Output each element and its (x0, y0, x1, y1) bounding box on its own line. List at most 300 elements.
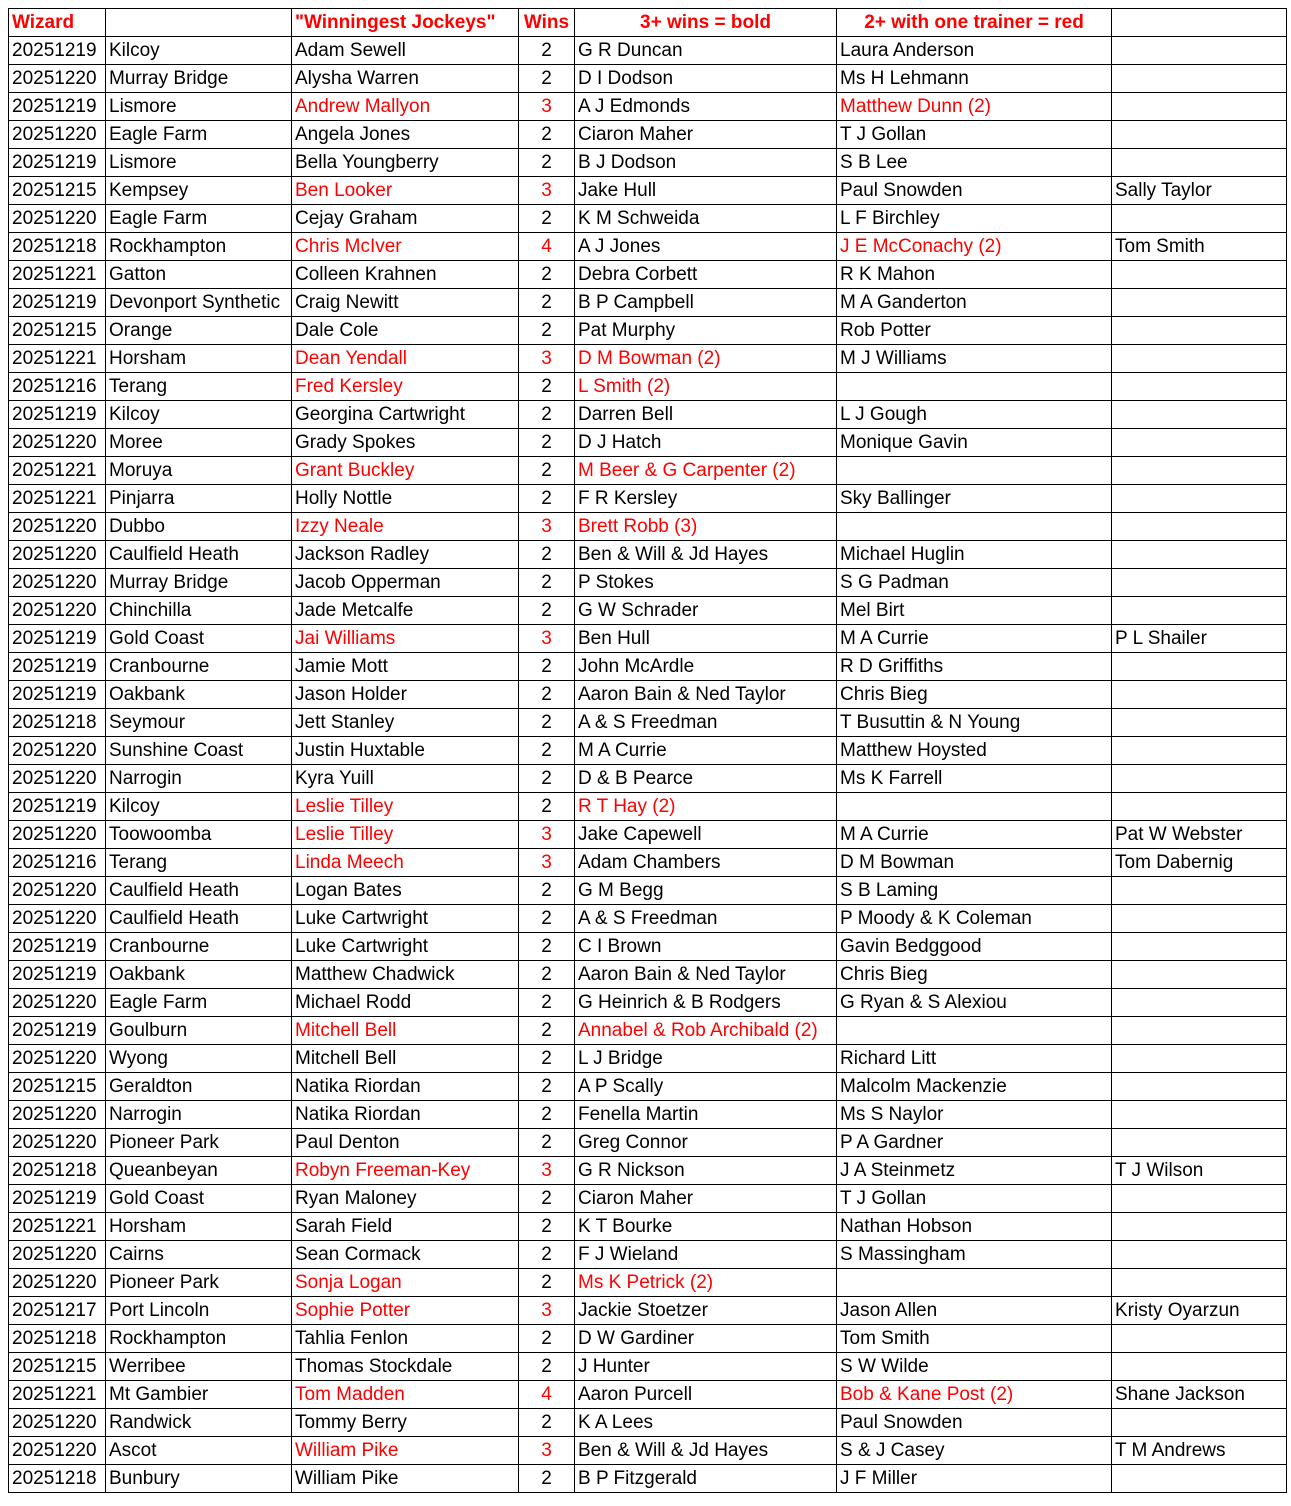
cell-date[interactable]: 20251220 (9, 65, 106, 93)
cell-track[interactable]: Narrogin (106, 1101, 292, 1129)
cell-date[interactable]: 20251220 (9, 1101, 106, 1129)
cell-trainer1[interactable]: L Smith (2) (575, 373, 837, 401)
cell-jockey[interactable]: Cejay Graham (292, 205, 519, 233)
cell-wins[interactable]: 2 (519, 317, 575, 345)
cell-wins[interactable]: 2 (519, 541, 575, 569)
cell-trainer1[interactable]: F R Kersley (575, 485, 837, 513)
cell-track[interactable]: Eagle Farm (106, 121, 292, 149)
cell-wins[interactable]: 2 (519, 737, 575, 765)
cell-track[interactable]: Caulfield Heath (106, 541, 292, 569)
cell-trainer3[interactable] (1112, 485, 1287, 513)
cell-jockey[interactable]: Craig Newitt (292, 289, 519, 317)
cell-trainer3[interactable]: Sally Taylor (1112, 177, 1287, 205)
cell-jockey[interactable]: Logan Bates (292, 877, 519, 905)
cell-track[interactable]: Mt Gambier (106, 1381, 292, 1409)
cell-trainer1[interactable]: Aaron Purcell (575, 1381, 837, 1409)
cell-trainer1[interactable]: Jackie Stoetzer (575, 1297, 837, 1325)
cell-trainer3[interactable] (1112, 205, 1287, 233)
cell-wins[interactable]: 2 (519, 905, 575, 933)
cell-trainer1[interactable]: A & S Freedman (575, 709, 837, 737)
cell-jockey[interactable]: Jett Stanley (292, 709, 519, 737)
cell-track[interactable]: Queanbeyan (106, 1157, 292, 1185)
header-jockey[interactable]: "Winningest Jockeys" (292, 9, 519, 37)
cell-jockey[interactable]: Luke Cartwright (292, 905, 519, 933)
cell-trainer2[interactable]: Chris Bieg (837, 961, 1112, 989)
cell-trainer3[interactable] (1112, 1269, 1287, 1297)
cell-track[interactable]: Goulburn (106, 1017, 292, 1045)
cell-trainer1[interactable]: Aaron Bain & Ned Taylor (575, 681, 837, 709)
cell-wins[interactable]: 3 (519, 1437, 575, 1465)
cell-trainer1[interactable]: K M Schweida (575, 205, 837, 233)
cell-trainer1[interactable]: G R Duncan (575, 37, 837, 65)
cell-wins[interactable]: 3 (519, 93, 575, 121)
cell-jockey[interactable]: Leslie Tilley (292, 793, 519, 821)
cell-track[interactable]: Chinchilla (106, 597, 292, 625)
cell-date[interactable]: 20251220 (9, 1241, 106, 1269)
cell-trainer2[interactable]: Tom Smith (837, 1325, 1112, 1353)
cell-trainer2[interactable]: Matthew Hoysted (837, 737, 1112, 765)
cell-trainer1[interactable]: J Hunter (575, 1353, 837, 1381)
cell-wins[interactable]: 2 (519, 205, 575, 233)
cell-trainer3[interactable] (1112, 1101, 1287, 1129)
cell-trainer1[interactable]: G W Schrader (575, 597, 837, 625)
cell-trainer3[interactable]: Kristy Oyarzun (1112, 1297, 1287, 1325)
cell-wins[interactable]: 2 (519, 933, 575, 961)
cell-trainer1[interactable]: Ben Hull (575, 625, 837, 653)
cell-trainer3[interactable] (1112, 93, 1287, 121)
cell-trainer2[interactable]: Richard Litt (837, 1045, 1112, 1073)
cell-wins[interactable]: 2 (519, 65, 575, 93)
cell-trainer2[interactable]: S B Lee (837, 149, 1112, 177)
cell-trainer2[interactable]: Matthew Dunn (2) (837, 93, 1112, 121)
cell-trainer1[interactable]: G R Nickson (575, 1157, 837, 1185)
cell-trainer2[interactable]: P A Gardner (837, 1129, 1112, 1157)
cell-trainer1[interactable]: Brett Robb (3) (575, 513, 837, 541)
cell-date[interactable]: 20251219 (9, 149, 106, 177)
cell-trainer1[interactable]: D M Bowman (2) (575, 345, 837, 373)
cell-trainer2[interactable]: T J Gollan (837, 121, 1112, 149)
cell-track[interactable]: Horsham (106, 1213, 292, 1241)
cell-jockey[interactable]: Jai Williams (292, 625, 519, 653)
cell-track[interactable]: Kilcoy (106, 37, 292, 65)
cell-trainer3[interactable] (1112, 149, 1287, 177)
cell-date[interactable]: 20251220 (9, 541, 106, 569)
cell-trainer1[interactable]: D & B Pearce (575, 765, 837, 793)
cell-trainer1[interactable]: Jake Hull (575, 177, 837, 205)
cell-trainer3[interactable]: Tom Dabernig (1112, 849, 1287, 877)
cell-date[interactable]: 20251220 (9, 765, 106, 793)
cell-date[interactable]: 20251219 (9, 653, 106, 681)
cell-date[interactable]: 20251220 (9, 877, 106, 905)
cell-jockey[interactable]: Linda Meech (292, 849, 519, 877)
cell-date[interactable]: 20251220 (9, 737, 106, 765)
cell-wins[interactable]: 2 (519, 289, 575, 317)
cell-jockey[interactable]: Ryan Maloney (292, 1185, 519, 1213)
cell-trainer2[interactable]: Ms H Lehmann (837, 65, 1112, 93)
cell-wins[interactable]: 2 (519, 1045, 575, 1073)
cell-wins[interactable]: 2 (519, 1269, 575, 1297)
cell-date[interactable]: 20251219 (9, 933, 106, 961)
cell-jockey[interactable]: Angela Jones (292, 121, 519, 149)
cell-track[interactable]: Moruya (106, 457, 292, 485)
cell-date[interactable]: 20251218 (9, 233, 106, 261)
cell-trainer1[interactable]: D I Dodson (575, 65, 837, 93)
cell-wins[interactable]: 2 (519, 261, 575, 289)
cell-wins[interactable]: 2 (519, 485, 575, 513)
cell-trainer1[interactable]: M A Currie (575, 737, 837, 765)
cell-trainer3[interactable] (1112, 1073, 1287, 1101)
cell-trainer1[interactable]: Ms K Petrick (2) (575, 1269, 837, 1297)
cell-wins[interactable]: 2 (519, 1213, 575, 1241)
cell-wins[interactable]: 2 (519, 1073, 575, 1101)
cell-trainer3[interactable] (1112, 1409, 1287, 1437)
cell-wins[interactable]: 3 (519, 625, 575, 653)
cell-trainer2[interactable] (837, 373, 1112, 401)
cell-trainer1[interactable]: Debra Corbett (575, 261, 837, 289)
cell-jockey[interactable]: Grady Spokes (292, 429, 519, 457)
cell-trainer2[interactable]: Paul Snowden (837, 177, 1112, 205)
cell-date[interactable]: 20251215 (9, 317, 106, 345)
cell-trainer2[interactable]: Chris Bieg (837, 681, 1112, 709)
cell-trainer2[interactable]: D M Bowman (837, 849, 1112, 877)
cell-track[interactable]: Gold Coast (106, 1185, 292, 1213)
cell-trainer2[interactable]: Paul Snowden (837, 1409, 1112, 1437)
cell-trainer3[interactable] (1112, 1465, 1287, 1493)
cell-track[interactable]: Eagle Farm (106, 989, 292, 1017)
cell-trainer3[interactable] (1112, 877, 1287, 905)
cell-trainer1[interactable]: Greg Connor (575, 1129, 837, 1157)
cell-track[interactable]: Wyong (106, 1045, 292, 1073)
cell-date[interactable]: 20251218 (9, 1157, 106, 1185)
cell-trainer3[interactable] (1112, 261, 1287, 289)
cell-trainer1[interactable]: L J Bridge (575, 1045, 837, 1073)
cell-trainer3[interactable] (1112, 933, 1287, 961)
cell-wins[interactable]: 3 (519, 821, 575, 849)
cell-trainer1[interactable]: Darren Bell (575, 401, 837, 429)
cell-jockey[interactable]: Luke Cartwright (292, 933, 519, 961)
cell-wins[interactable]: 2 (519, 765, 575, 793)
cell-trainer3[interactable] (1112, 765, 1287, 793)
cell-track[interactable]: Ascot (106, 1437, 292, 1465)
cell-wins[interactable]: 3 (519, 1297, 575, 1325)
cell-trainer2[interactable]: S G Padman (837, 569, 1112, 597)
cell-jockey[interactable]: Sophie Potter (292, 1297, 519, 1325)
cell-track[interactable]: Terang (106, 849, 292, 877)
cell-date[interactable]: 20251221 (9, 261, 106, 289)
cell-trainer3[interactable] (1112, 1325, 1287, 1353)
cell-jockey[interactable]: William Pike (292, 1465, 519, 1493)
cell-trainer2[interactable]: Mel Birt (837, 597, 1112, 625)
cell-trainer2[interactable]: J E McConachy (2) (837, 233, 1112, 261)
cell-wins[interactable]: 2 (519, 1353, 575, 1381)
cell-jockey[interactable]: Tom Madden (292, 1381, 519, 1409)
cell-track[interactable]: Lismore (106, 93, 292, 121)
cell-trainer1[interactable]: Ben & Will & Jd Hayes (575, 1437, 837, 1465)
cell-trainer2[interactable]: G Ryan & S Alexiou (837, 989, 1112, 1017)
cell-trainer3[interactable] (1112, 37, 1287, 65)
cell-trainer2[interactable]: L J Gough (837, 401, 1112, 429)
cell-wins[interactable]: 2 (519, 457, 575, 485)
cell-track[interactable]: Oakbank (106, 681, 292, 709)
cell-trainer3[interactable] (1112, 1045, 1287, 1073)
cell-trainer1[interactable]: Fenella Martin (575, 1101, 837, 1129)
cell-jockey[interactable]: Sean Cormack (292, 1241, 519, 1269)
cell-trainer3[interactable] (1112, 989, 1287, 1017)
cell-track[interactable]: Murray Bridge (106, 569, 292, 597)
cell-date[interactable]: 20251219 (9, 289, 106, 317)
cell-trainer2[interactable]: R D Griffiths (837, 653, 1112, 681)
cell-jockey[interactable]: Holly Nottle (292, 485, 519, 513)
cell-trainer2[interactable]: M J Williams (837, 345, 1112, 373)
cell-wins[interactable]: 2 (519, 597, 575, 625)
cell-trainer1[interactable]: Ben & Will & Jd Hayes (575, 541, 837, 569)
cell-wins[interactable]: 2 (519, 793, 575, 821)
header-track[interactable] (106, 9, 292, 37)
cell-jockey[interactable]: Tahlia Fenlon (292, 1325, 519, 1353)
cell-wins[interactable]: 2 (519, 1101, 575, 1129)
cell-trainer2[interactable]: Rob Potter (837, 317, 1112, 345)
cell-wins[interactable]: 2 (519, 1325, 575, 1353)
cell-trainer2[interactable]: Monique Gavin (837, 429, 1112, 457)
cell-jockey[interactable]: Mitchell Bell (292, 1045, 519, 1073)
cell-date[interactable]: 20251220 (9, 513, 106, 541)
cell-jockey[interactable]: Thomas Stockdale (292, 1353, 519, 1381)
cell-date[interactable]: 20251219 (9, 681, 106, 709)
cell-track[interactable]: Pioneer Park (106, 1269, 292, 1297)
cell-track[interactable]: Gold Coast (106, 625, 292, 653)
cell-trainer1[interactable]: A J Jones (575, 233, 837, 261)
cell-track[interactable]: Rockhampton (106, 233, 292, 261)
cell-date[interactable]: 20251221 (9, 1213, 106, 1241)
cell-jockey[interactable]: Jamie Mott (292, 653, 519, 681)
cell-track[interactable]: Geraldton (106, 1073, 292, 1101)
cell-jockey[interactable]: Jackson Radley (292, 541, 519, 569)
cell-track[interactable]: Cranbourne (106, 653, 292, 681)
cell-trainer2[interactable]: J F Miller (837, 1465, 1112, 1493)
cell-date[interactable]: 20251220 (9, 597, 106, 625)
cell-date[interactable]: 20251215 (9, 1073, 106, 1101)
cell-wins[interactable]: 2 (519, 1129, 575, 1157)
cell-trainer1[interactable]: B P Fitzgerald (575, 1465, 837, 1493)
cell-jockey[interactable]: Grant Buckley (292, 457, 519, 485)
cell-date[interactable]: 20251219 (9, 793, 106, 821)
cell-wins[interactable]: 2 (519, 681, 575, 709)
cell-track[interactable]: Randwick (106, 1409, 292, 1437)
cell-track[interactable]: Seymour (106, 709, 292, 737)
cell-trainer2[interactable] (837, 793, 1112, 821)
cell-trainer2[interactable]: Sky Ballinger (837, 485, 1112, 513)
cell-trainer2[interactable] (837, 1269, 1112, 1297)
cell-wins[interactable]: 2 (519, 121, 575, 149)
header-trainer3[interactable] (1112, 9, 1287, 37)
cell-date[interactable]: 20251220 (9, 1437, 106, 1465)
cell-wins[interactable]: 2 (519, 373, 575, 401)
cell-track[interactable]: Devonport Synthetic (106, 289, 292, 317)
cell-wins[interactable]: 2 (519, 1017, 575, 1045)
cell-jockey[interactable]: William Pike (292, 1437, 519, 1465)
cell-date[interactable]: 20251220 (9, 1269, 106, 1297)
cell-trainer1[interactable]: A P Scally (575, 1073, 837, 1101)
cell-track[interactable]: Kilcoy (106, 793, 292, 821)
cell-track[interactable]: Moree (106, 429, 292, 457)
cell-wins[interactable]: 3 (519, 849, 575, 877)
cell-date[interactable]: 20251219 (9, 625, 106, 653)
cell-date[interactable]: 20251215 (9, 1353, 106, 1381)
cell-date[interactable]: 20251218 (9, 709, 106, 737)
cell-jockey[interactable]: Adam Sewell (292, 37, 519, 65)
cell-track[interactable]: Bunbury (106, 1465, 292, 1493)
cell-date[interactable]: 20251216 (9, 373, 106, 401)
cell-wins[interactable]: 2 (519, 37, 575, 65)
cell-date[interactable]: 20251218 (9, 1465, 106, 1493)
cell-jockey[interactable]: Tommy Berry (292, 1409, 519, 1437)
cell-jockey[interactable]: Dean Yendall (292, 345, 519, 373)
cell-trainer2[interactable]: M A Currie (837, 625, 1112, 653)
cell-trainer1[interactable]: A & S Freedman (575, 905, 837, 933)
cell-trainer2[interactable]: Ms S Naylor (837, 1101, 1112, 1129)
cell-trainer2[interactable]: S W Wilde (837, 1353, 1112, 1381)
cell-track[interactable]: Pinjarra (106, 485, 292, 513)
cell-track[interactable]: Gatton (106, 261, 292, 289)
cell-trainer1[interactable]: K T Bourke (575, 1213, 837, 1241)
cell-trainer1[interactable]: Adam Chambers (575, 849, 837, 877)
cell-trainer1[interactable]: R T Hay (2) (575, 793, 837, 821)
cell-trainer1[interactable]: D W Gardiner (575, 1325, 837, 1353)
cell-trainer3[interactable] (1112, 513, 1287, 541)
cell-trainer1[interactable]: P Stokes (575, 569, 837, 597)
cell-jockey[interactable]: Alysha Warren (292, 65, 519, 93)
cell-trainer2[interactable]: T Busuttin & N Young (837, 709, 1112, 737)
cell-trainer1[interactable]: G M Begg (575, 877, 837, 905)
cell-trainer3[interactable] (1112, 961, 1287, 989)
cell-trainer2[interactable]: Jason Allen (837, 1297, 1112, 1325)
cell-wins[interactable]: 2 (519, 989, 575, 1017)
cell-track[interactable]: Kempsey (106, 177, 292, 205)
cell-trainer2[interactable]: S B Laming (837, 877, 1112, 905)
cell-date[interactable]: 20251219 (9, 37, 106, 65)
cell-wins[interactable]: 2 (519, 1465, 575, 1493)
cell-trainer3[interactable] (1112, 1241, 1287, 1269)
cell-date[interactable]: 20251220 (9, 905, 106, 933)
cell-jockey[interactable]: Fred Kersley (292, 373, 519, 401)
cell-track[interactable]: Murray Bridge (106, 65, 292, 93)
cell-trainer2[interactable]: Bob & Kane Post (2) (837, 1381, 1112, 1409)
cell-date[interactable]: 20251220 (9, 569, 106, 597)
cell-trainer3[interactable] (1112, 121, 1287, 149)
cell-trainer1[interactable]: B P Campbell (575, 289, 837, 317)
cell-date[interactable]: 20251220 (9, 989, 106, 1017)
header-trainer1[interactable]: 3+ wins = bold (575, 9, 837, 37)
cell-trainer2[interactable]: P Moody & K Coleman (837, 905, 1112, 933)
cell-track[interactable]: Terang (106, 373, 292, 401)
cell-trainer2[interactable]: J A Steinmetz (837, 1157, 1112, 1185)
cell-trainer3[interactable] (1112, 569, 1287, 597)
cell-trainer2[interactable]: S & J Casey (837, 1437, 1112, 1465)
cell-jockey[interactable]: Jacob Opperman (292, 569, 519, 597)
cell-trainer2[interactable]: Nathan Hobson (837, 1213, 1112, 1241)
cell-trainer3[interactable]: P L Shailer (1112, 625, 1287, 653)
cell-wins[interactable]: 4 (519, 1381, 575, 1409)
cell-trainer2[interactable]: Laura Anderson (837, 37, 1112, 65)
cell-trainer1[interactable]: Ciaron Maher (575, 1185, 837, 1213)
cell-track[interactable]: Toowoomba (106, 821, 292, 849)
cell-track[interactable]: Caulfield Heath (106, 905, 292, 933)
cell-trainer2[interactable] (837, 513, 1112, 541)
cell-date[interactable]: 20251220 (9, 121, 106, 149)
cell-trainer1[interactable]: Ciaron Maher (575, 121, 837, 149)
cell-trainer1[interactable]: Annabel & Rob Archibald (2) (575, 1017, 837, 1045)
cell-trainer1[interactable]: Pat Murphy (575, 317, 837, 345)
cell-date[interactable]: 20251219 (9, 93, 106, 121)
cell-trainer3[interactable] (1112, 1129, 1287, 1157)
cell-jockey[interactable]: Chris McIver (292, 233, 519, 261)
cell-trainer3[interactable] (1112, 65, 1287, 93)
cell-jockey[interactable]: Sonja Logan (292, 1269, 519, 1297)
cell-trainer3[interactable] (1112, 401, 1287, 429)
cell-wins[interactable]: 3 (519, 177, 575, 205)
cell-wins[interactable]: 2 (519, 401, 575, 429)
cell-date[interactable]: 20251221 (9, 1381, 106, 1409)
cell-trainer2[interactable]: Michael Huglin (837, 541, 1112, 569)
cell-date[interactable]: 20251221 (9, 345, 106, 373)
cell-track[interactable]: Port Lincoln (106, 1297, 292, 1325)
cell-jockey[interactable]: Natika Riordan (292, 1073, 519, 1101)
cell-date[interactable]: 20251216 (9, 849, 106, 877)
cell-trainer3[interactable] (1112, 653, 1287, 681)
cell-track[interactable]: Eagle Farm (106, 205, 292, 233)
cell-trainer1[interactable]: G Heinrich & B Rodgers (575, 989, 837, 1017)
cell-trainer3[interactable] (1112, 289, 1287, 317)
cell-date[interactable]: 20251218 (9, 1325, 106, 1353)
cell-date[interactable]: 20251221 (9, 457, 106, 485)
cell-trainer2[interactable]: S Massingham (837, 1241, 1112, 1269)
cell-track[interactable]: Pioneer Park (106, 1129, 292, 1157)
cell-jockey[interactable]: Leslie Tilley (292, 821, 519, 849)
cell-wins[interactable]: 2 (519, 961, 575, 989)
cell-jockey[interactable]: Ben Looker (292, 177, 519, 205)
cell-track[interactable]: Narrogin (106, 765, 292, 793)
cell-trainer1[interactable]: Aaron Bain & Ned Taylor (575, 961, 837, 989)
cell-jockey[interactable]: Natika Riordan (292, 1101, 519, 1129)
cell-trainer3[interactable] (1112, 541, 1287, 569)
cell-date[interactable]: 20251221 (9, 485, 106, 513)
cell-trainer3[interactable]: T M Andrews (1112, 1437, 1287, 1465)
cell-track[interactable]: Caulfield Heath (106, 877, 292, 905)
cell-date[interactable]: 20251219 (9, 1017, 106, 1045)
cell-track[interactable]: Cairns (106, 1241, 292, 1269)
cell-trainer1[interactable]: John McArdle (575, 653, 837, 681)
cell-wins[interactable]: 2 (519, 1241, 575, 1269)
cell-wins[interactable]: 3 (519, 1157, 575, 1185)
cell-trainer3[interactable]: Pat W Webster (1112, 821, 1287, 849)
cell-jockey[interactable]: Mitchell Bell (292, 1017, 519, 1045)
cell-jockey[interactable]: Bella Youngberry (292, 149, 519, 177)
cell-trainer3[interactable]: Tom Smith (1112, 233, 1287, 261)
header-date[interactable]: Wizard (9, 9, 106, 37)
cell-trainer2[interactable]: M A Currie (837, 821, 1112, 849)
cell-trainer3[interactable] (1112, 905, 1287, 933)
cell-trainer2[interactable]: Ms K Farrell (837, 765, 1112, 793)
cell-trainer3[interactable]: T J Wilson (1112, 1157, 1287, 1185)
cell-track[interactable]: Dubbo (106, 513, 292, 541)
cell-jockey[interactable]: Jade Metcalfe (292, 597, 519, 625)
cell-trainer3[interactable] (1112, 345, 1287, 373)
cell-trainer1[interactable]: A J Edmonds (575, 93, 837, 121)
cell-trainer3[interactable] (1112, 317, 1287, 345)
cell-date[interactable]: 20251219 (9, 401, 106, 429)
cell-trainer2[interactable]: L F Birchley (837, 205, 1112, 233)
cell-wins[interactable]: 2 (519, 653, 575, 681)
